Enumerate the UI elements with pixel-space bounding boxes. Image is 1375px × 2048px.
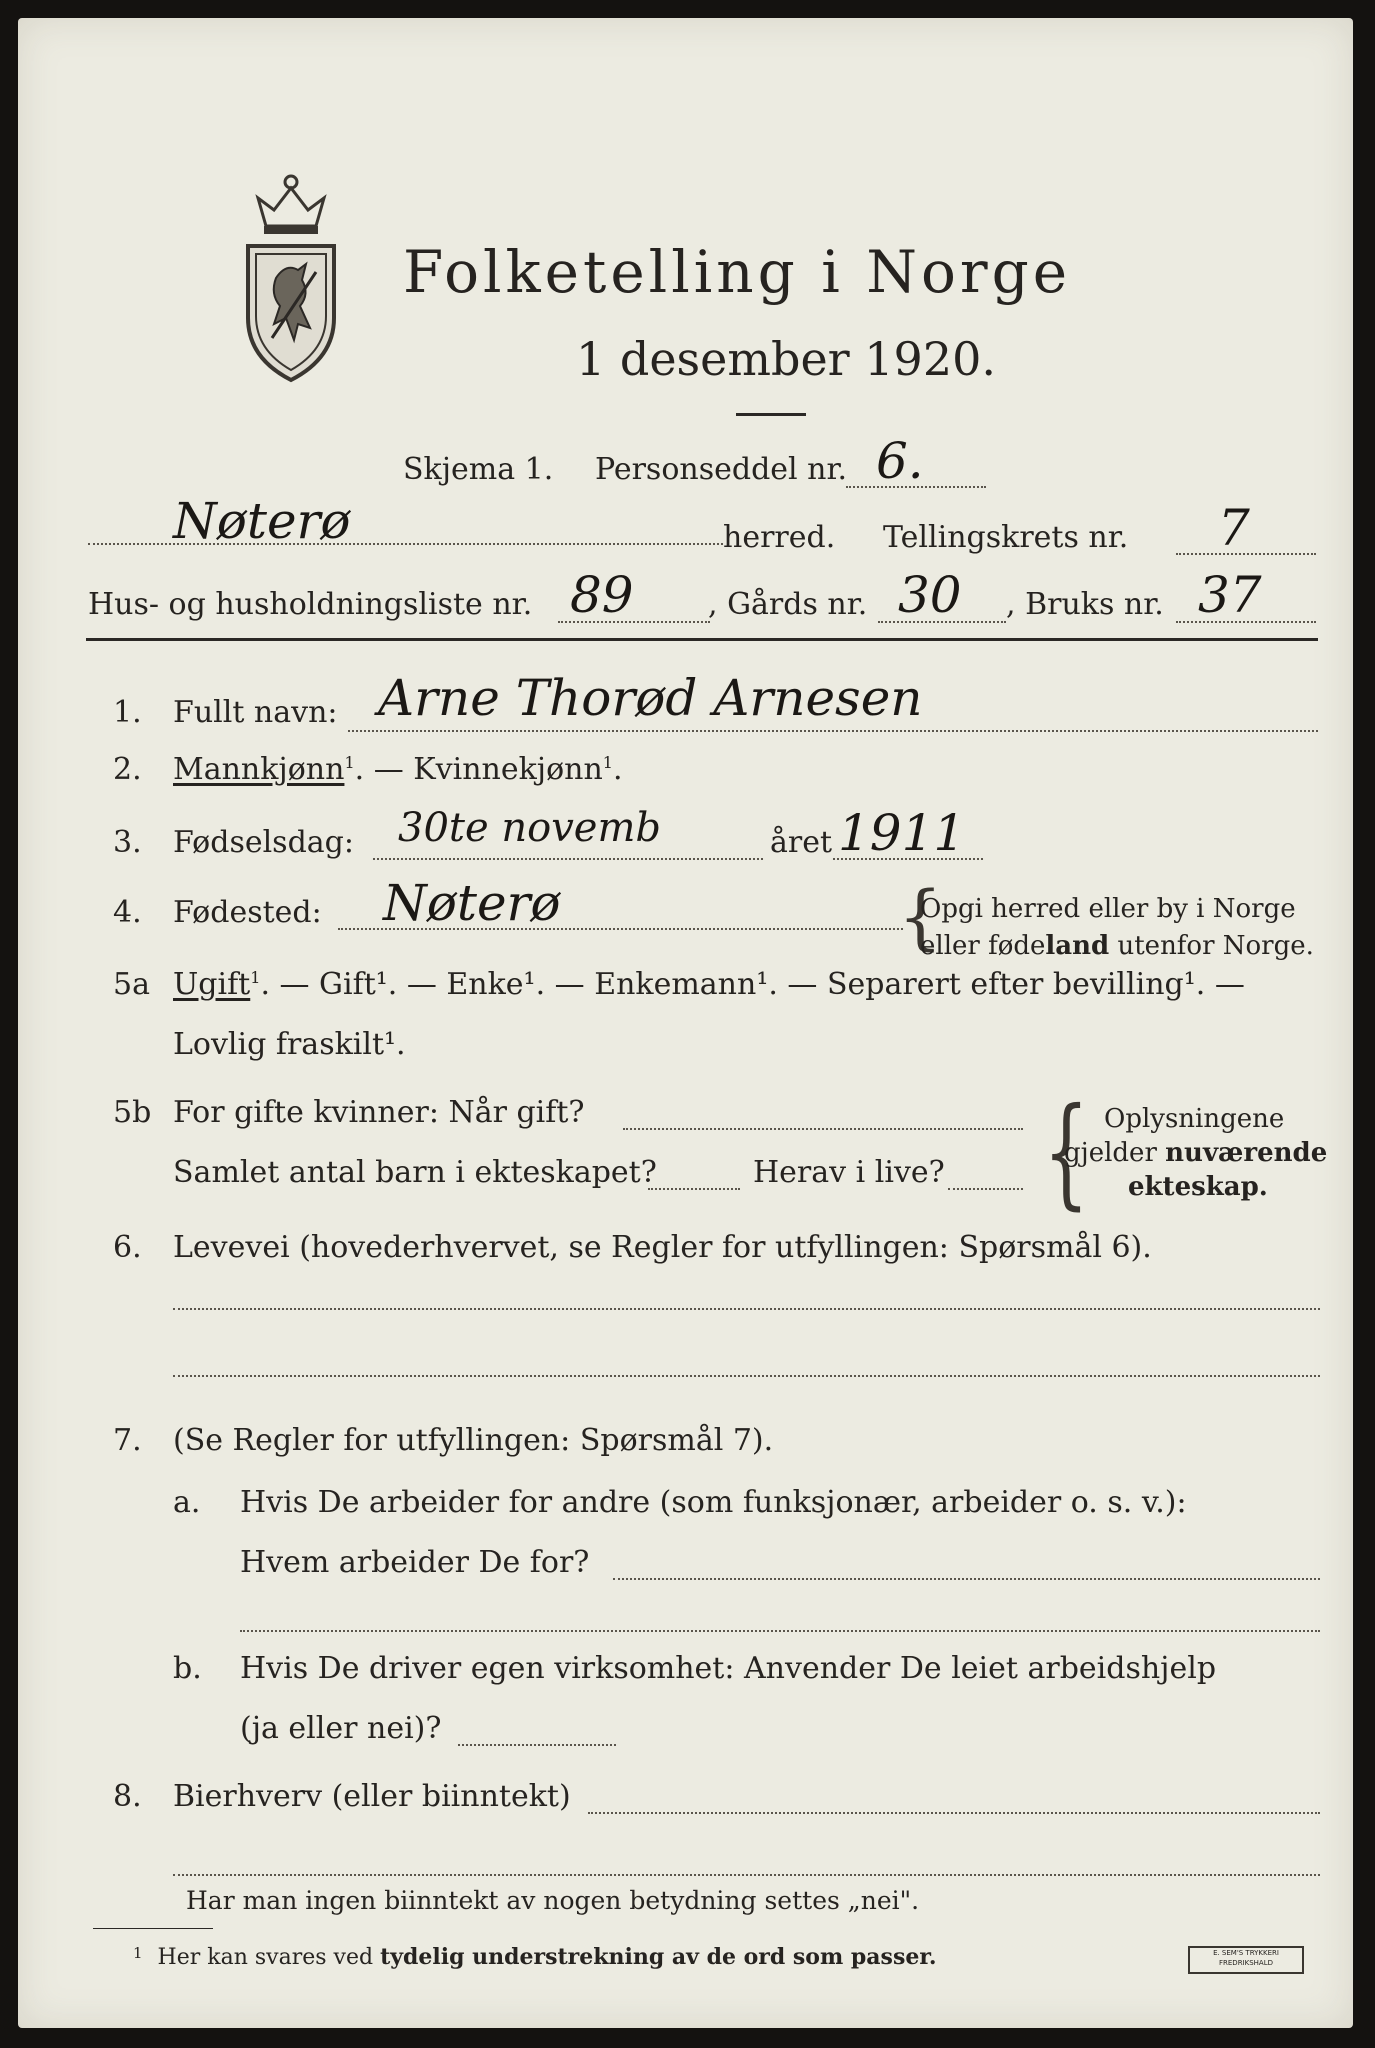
tellingskrets-value: 7 <box>1218 499 1250 557</box>
q2-kvinnekjonn: . — Kvinnekjønn <box>354 752 603 787</box>
note-nei: Har man ingen biinntekt av nogen betydning settes „nei". <box>186 1886 920 1915</box>
q6-number: 6. <box>113 1230 142 1265</box>
footnote-mark: 1 <box>133 1944 143 1962</box>
q7b-line <box>458 1744 616 1746</box>
personseddel-value: 6. <box>876 432 924 490</box>
q7a-line1 <box>613 1578 1320 1580</box>
q7-number: 7. <box>113 1423 142 1458</box>
q2-options: Mannkjønn$^1$. — Kvinnekjønn$^1$. <box>173 752 623 787</box>
form-title: Folketelling i Norge <box>403 238 1072 306</box>
q5b-line2a: Samlet antal barn i ekteskapet? <box>173 1155 657 1190</box>
schema-label: Skjema 1. <box>403 452 554 487</box>
bruks-value: 37 <box>1198 566 1262 624</box>
q3-value: 30te novemb <box>398 805 662 851</box>
q7a-question: Hvem arbeider De for? <box>240 1545 590 1580</box>
q7a-letter: a. <box>173 1485 201 1520</box>
q4-label: Fødested: <box>173 895 322 930</box>
q3-aret-label: året <box>770 825 833 860</box>
gards-label: , Gårds nr. <box>708 587 868 622</box>
footnote-rule <box>93 1928 213 1929</box>
q5b-note2: gjelder nuværende <box>1064 1138 1328 1168</box>
q5b-brace: { <box>1043 1083 1090 1222</box>
q4-brace: { <box>898 876 943 958</box>
norway-coat-of-arms-icon <box>236 168 346 388</box>
gards-value: 30 <box>898 566 962 624</box>
herred-label: herred. <box>723 520 836 555</box>
q3-line <box>373 858 763 860</box>
personseddel-label: Personseddel nr. <box>595 452 848 487</box>
tellingskrets-label: Tellingskrets nr. <box>883 520 1129 555</box>
title-divider <box>736 413 806 416</box>
q4-note-line1: Opgi herred eller by i Norge <box>920 894 1296 924</box>
census-form <box>18 18 1353 2028</box>
q7a-text: Hvis De arbeider for andre (som funksjonær, arbeider o. s. v.): <box>240 1485 1187 1520</box>
q1-number: 1. <box>113 695 142 730</box>
q4-note-line2: eller fødeland utenfor Norge. <box>920 931 1314 961</box>
q5a-options: Ugift$^1$. — Gift¹. — Enke¹. — Enkemann¹. — Separert efter bevilling¹. — <box>173 967 1245 1002</box>
q8-line2 <box>173 1874 1320 1876</box>
q1-value: Arne Thorød Arnesen <box>378 669 923 727</box>
hus-label: Hus- og husholdningsliste nr. <box>88 587 533 622</box>
q5b-barn-line <box>648 1188 740 1190</box>
q2-number: 2. <box>113 752 142 787</box>
q4-value: Nøterø <box>383 874 561 932</box>
q5b-note3: ekteskap. <box>1128 1172 1268 1202</box>
q7-label: (Se Regler for utfyllingen: Spørsmål 7). <box>173 1423 774 1458</box>
q6-label: Levevei (hovederhvervet, se Regler for utfyllingen: Spørsmål 6). <box>173 1230 1152 1265</box>
printer-stamp: E. SEM'S TRYKKERI FREDRIKSHALD <box>1188 1946 1304 1974</box>
header-divider <box>86 638 1318 641</box>
q6-line2 <box>173 1375 1320 1377</box>
hus-value: 89 <box>570 566 634 624</box>
q5b-line1: For gifte kvinner: Når gift? <box>173 1095 585 1130</box>
q5a-ugift: Ugift <box>173 967 251 1002</box>
q6-line1 <box>173 1308 1320 1310</box>
q5b-number: 5b <box>113 1095 152 1130</box>
q7a-line2 <box>240 1630 1320 1632</box>
q1-label: Fullt navn: <box>173 695 338 730</box>
q1-line <box>348 730 1318 732</box>
q3-year-value: 1911 <box>838 804 966 862</box>
q7b-question: (ja eller nei)? <box>240 1711 442 1746</box>
q5b-line2b: Herav i live? <box>753 1155 945 1190</box>
q5b-live-line <box>948 1188 1023 1190</box>
herred-value: Nøterø <box>173 492 351 550</box>
q7b-letter: b. <box>173 1651 202 1686</box>
q3-number: 3. <box>113 825 142 860</box>
q3-label: Fødselsdag: <box>173 825 354 860</box>
q2-mannkjonn: Mannkjønn <box>173 752 345 787</box>
q5a-line2: Lovlig fraskilt¹. <box>173 1027 406 1062</box>
q8-line1 <box>588 1812 1320 1814</box>
q5b-note1: Oplysningene <box>1104 1104 1285 1134</box>
q5b-gift-line <box>623 1128 1023 1130</box>
bruks-label: , Bruks nr. <box>1006 587 1164 622</box>
q7b-text: Hvis De driver egen virksomhet: Anvender De leiet arbeidshjelp <box>240 1651 1217 1686</box>
q4-number: 4. <box>113 895 142 930</box>
q5a-number: 5a <box>113 967 150 1002</box>
q8-label: Bierhverv (eller biinntekt) <box>173 1779 571 1814</box>
q8-number: 8. <box>113 1779 142 1814</box>
footnote: $^1$ Her kan svares ved tydelig understrekning av de ord som passer. <box>133 1944 937 1970</box>
census-date: 1 desember 1920. <box>576 332 996 386</box>
